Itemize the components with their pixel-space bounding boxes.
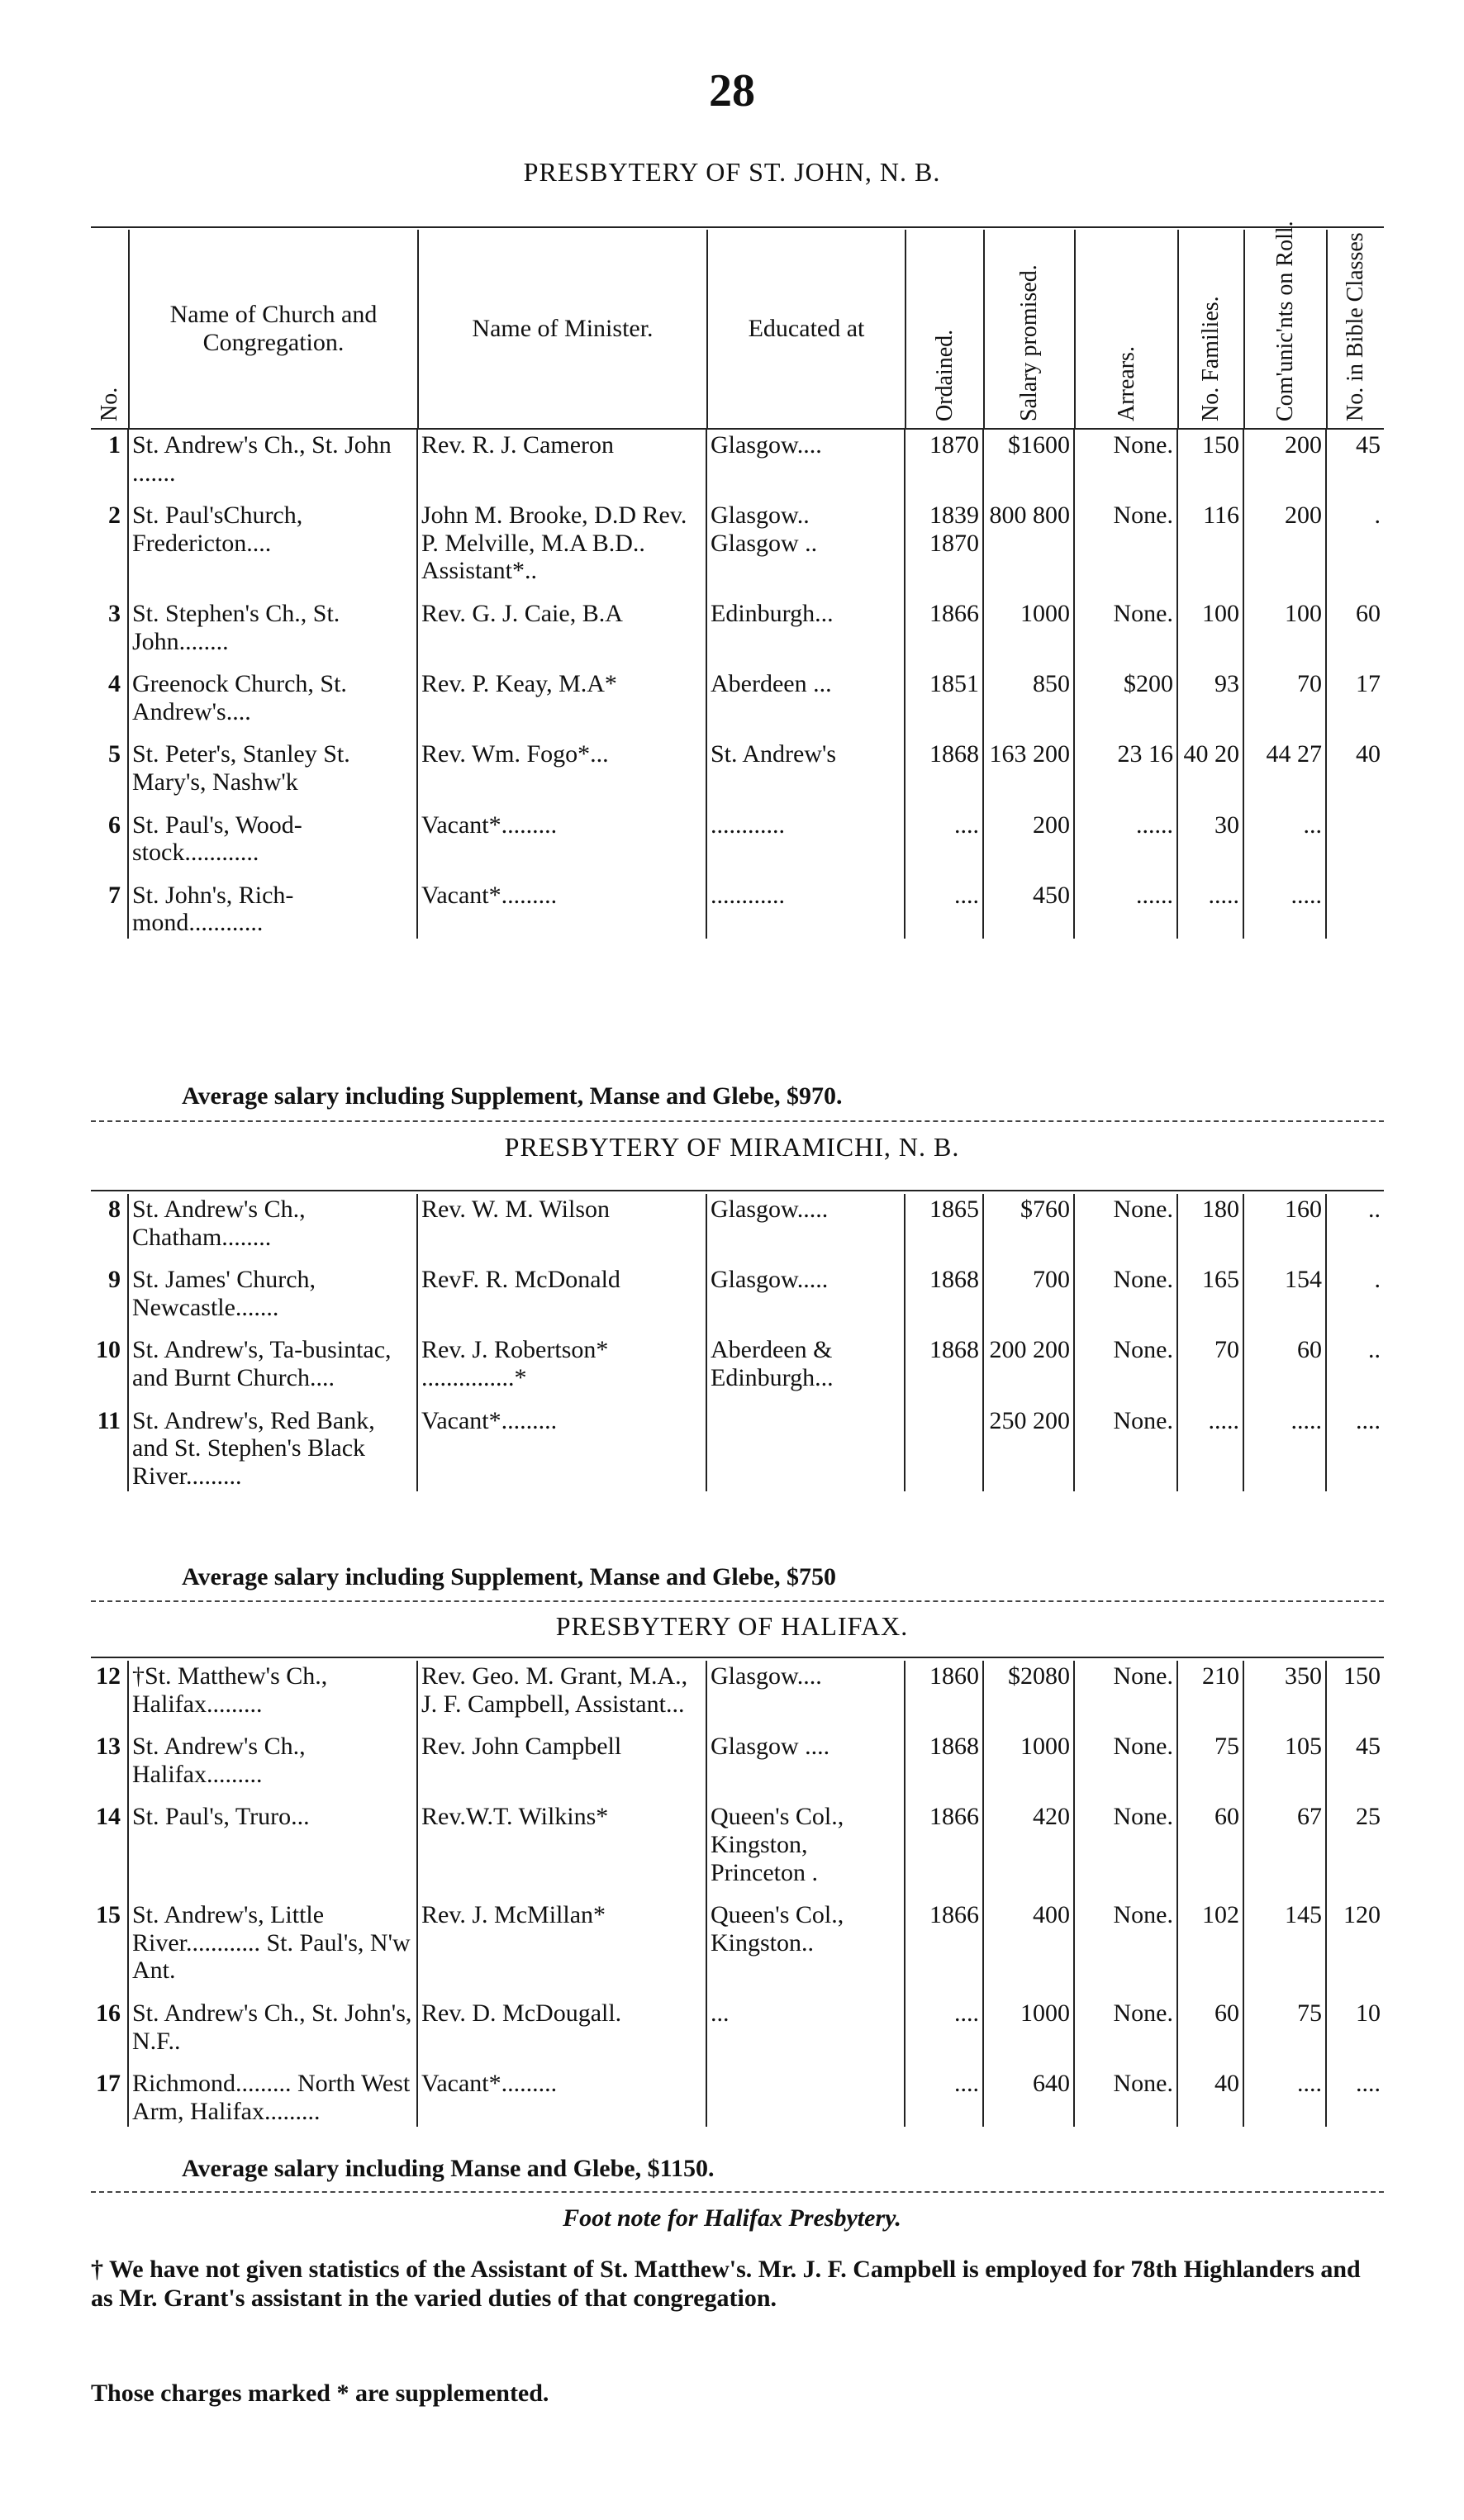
cell-church: Greenock Church, St. Andrew's.... xyxy=(128,657,417,727)
cell-communicants: 200 xyxy=(1243,430,1326,488)
cell-arrears: None. xyxy=(1074,1986,1177,2056)
cell-salary: 640 xyxy=(983,2056,1074,2127)
cell-arrears: None. xyxy=(1074,1719,1177,1790)
cell-bible: . xyxy=(1326,1253,1384,1323)
table-row xyxy=(91,1253,1384,1323)
cell-ordained: 1868 xyxy=(905,1323,983,1393)
cell-salary: 400 xyxy=(983,1888,1074,1986)
table-st-john xyxy=(91,430,1384,939)
cell-bible: .... xyxy=(1326,1394,1384,1492)
cell-educated: Aberdeen ... xyxy=(706,657,905,727)
cell-church: St. Andrew's Ch., Chatham........ xyxy=(128,1194,417,1253)
cell-families: 30 xyxy=(1177,798,1243,868)
cell-no: 3 xyxy=(108,599,121,627)
table-row xyxy=(91,430,1384,488)
cell-communicants: 145 xyxy=(1243,1888,1326,1986)
cell-ordained: 1866 xyxy=(905,1888,983,1986)
cell-ordained: 1870 xyxy=(905,430,983,488)
cell-church: St. Paul's, Truro... xyxy=(128,1790,417,1888)
table-row xyxy=(91,798,1384,868)
cell-church: St. Peter's, Stanley St. Mary's, Nashw'k xyxy=(128,727,417,797)
cell-minister: Rev. Wm. Fogo*... xyxy=(417,727,706,797)
cell-salary: 1000 xyxy=(983,1986,1074,2056)
cell-ordained xyxy=(905,1394,983,1492)
cell-salary: 420 xyxy=(983,1790,1074,1888)
cell-arrears: None. xyxy=(1074,2056,1177,2127)
cell-church: St. Andrew's Ch., St. John ....... xyxy=(128,430,417,488)
table-row xyxy=(91,1790,1384,1888)
table-miramichi xyxy=(91,1194,1384,1491)
header-ordained: Ordained. xyxy=(905,230,983,428)
cell-bible: 10 xyxy=(1326,1986,1384,2056)
cell-communicants: .... xyxy=(1243,2056,1326,2127)
cell-educated: Aberdeen & Edinburgh... xyxy=(706,1323,905,1393)
cell-arrears: None. xyxy=(1074,1661,1177,1719)
cell-no: 4 xyxy=(108,670,121,698)
header-top-rule xyxy=(91,226,1384,228)
cell-no: 8 xyxy=(108,1196,121,1223)
cell-communicants: ..... xyxy=(1243,868,1326,939)
cell-minister: Rev. J. Robertson* ...............* xyxy=(417,1323,706,1393)
cell-families: 93 xyxy=(1177,657,1243,727)
cell-educated: ............ xyxy=(706,868,905,939)
cell-minister: Rev. John Campbell xyxy=(417,1719,706,1790)
cell-communicants: 350 xyxy=(1243,1661,1326,1719)
table-row xyxy=(91,868,1384,939)
cell-church: †St. Matthew's Ch., Halifax......... xyxy=(128,1661,417,1719)
cell-communicants: 75 xyxy=(1243,1986,1326,2056)
cell-arrears: None. xyxy=(1074,1253,1177,1323)
cell-educated: Glasgow..... xyxy=(706,1253,905,1323)
cell-bible: 60 xyxy=(1326,587,1384,657)
cell-church: St. Paul'sChurch, Fredericton.... xyxy=(128,488,417,587)
cell-families: 116 xyxy=(1177,488,1243,587)
cell-no: 12 xyxy=(96,1662,121,1690)
header-bible: No. in Bible Classes xyxy=(1326,230,1384,428)
cell-arrears: $200 xyxy=(1074,657,1177,727)
cell-no: 17 xyxy=(96,2070,121,2098)
cell-ordained: .... xyxy=(905,1986,983,2056)
table-row xyxy=(91,1888,1384,1986)
cell-educated: Glasgow.... xyxy=(706,1661,905,1719)
cell-educated: Glasgow..... xyxy=(706,1194,905,1253)
cell-communicants: 105 xyxy=(1243,1719,1326,1790)
cell-educated: ... xyxy=(706,1986,905,2056)
cell-church: St. Andrew's, Little River............ St. Paul's, N'w Ant. xyxy=(128,1888,417,1986)
cell-bible: 120 xyxy=(1326,1888,1384,1986)
cell-families: 180 xyxy=(1177,1194,1243,1253)
cell-bible: .... xyxy=(1326,2056,1384,2127)
cell-church: St. Stephen's Ch., St. John........ xyxy=(128,587,417,657)
cell-church: St. James' Church, Newcastle....... xyxy=(128,1253,417,1323)
cell-bible: . xyxy=(1326,488,1384,587)
cell-ordained: 1860 xyxy=(905,1661,983,1719)
table-row xyxy=(91,1986,1384,2056)
cell-arrears: None. xyxy=(1074,430,1177,488)
table-row xyxy=(91,657,1384,727)
cell-communicants: 160 xyxy=(1243,1194,1326,1253)
table-row xyxy=(91,1323,1384,1393)
cell-bible: .. xyxy=(1326,1323,1384,1393)
header-no: No. xyxy=(96,387,122,421)
cell-salary: 700 xyxy=(983,1253,1074,1323)
cell-families: 40 20 xyxy=(1177,727,1243,797)
header-communicants: Com'unic'nts on Roll. xyxy=(1243,230,1326,428)
cell-minister: Rev.W.T. Wilkins* xyxy=(417,1790,706,1888)
cell-arrears: None. xyxy=(1074,1790,1177,1888)
section-rule xyxy=(91,1190,1384,1191)
cell-educated: Glasgow.... xyxy=(706,430,905,488)
cell-salary: 1000 xyxy=(983,587,1074,657)
cell-ordained: .... xyxy=(905,2056,983,2127)
cell-educated: ............ xyxy=(706,798,905,868)
cell-no: 13 xyxy=(96,1733,121,1761)
cell-no: 1 xyxy=(108,431,121,459)
cell-no: 5 xyxy=(108,740,121,768)
cell-ordained: 1868 xyxy=(905,1719,983,1790)
cell-minister: Rev. R. J. Cameron xyxy=(417,430,706,488)
average-salary-halifax: Average salary including Manse and Glebe, $1150. xyxy=(182,2155,715,2182)
cell-minister: John M. Brooke, D.D Rev. P. Melville, M.A B.D.. Assistant*.. xyxy=(417,488,706,587)
cell-minister: Rev. W. M. Wilson xyxy=(417,1194,706,1253)
cell-educated: Queen's Col., Kingston.. xyxy=(706,1888,905,1986)
cell-church: Richmond......... North West Arm, Halifax......... xyxy=(128,2056,417,2127)
cell-educated: Queen's Col., Kingston, Princeton . xyxy=(706,1790,905,1888)
cell-bible: 150 xyxy=(1326,1661,1384,1719)
cell-minister: Rev. J. McMillan* xyxy=(417,1888,706,1986)
header-church: Name of Church and Congregation. xyxy=(128,230,417,428)
cell-educated: Edinburgh... xyxy=(706,587,905,657)
cell-minister: Vacant*......... xyxy=(417,798,706,868)
cell-salary: $2080 xyxy=(983,1661,1074,1719)
cell-no: 15 xyxy=(96,1901,121,1929)
cell-families: 165 xyxy=(1177,1253,1243,1323)
footnote-supplemented: Those charges marked * are supplemented. xyxy=(91,2380,549,2407)
cell-ordained: 1868 xyxy=(905,727,983,797)
cell-salary: 200 xyxy=(983,798,1074,868)
section-title-miramichi: PRESBYTERY OF MIRAMICHI, N. B. xyxy=(504,1132,960,1162)
cell-church: St. Andrew's, Ta-busintac, and Burnt Church.... xyxy=(128,1323,417,1393)
cell-church: St. Andrew's Ch., St. John's, N.F.. xyxy=(128,1986,417,2056)
cell-families: ..... xyxy=(1177,1394,1243,1492)
cell-salary: $760 xyxy=(983,1194,1074,1253)
cell-educated xyxy=(706,2056,905,2127)
cell-salary: 1000 xyxy=(983,1719,1074,1790)
cell-no: 10 xyxy=(96,1336,121,1364)
cell-families: 40 xyxy=(1177,2056,1243,2127)
cell-ordained: 1866 xyxy=(905,1790,983,1888)
table-row xyxy=(91,488,1384,587)
cell-families: 100 xyxy=(1177,587,1243,657)
cell-no: 14 xyxy=(96,1803,121,1831)
cell-salary: $1600 xyxy=(983,430,1074,488)
table-row xyxy=(91,727,1384,797)
table-row xyxy=(91,1719,1384,1790)
cell-families: 102 xyxy=(1177,1888,1243,1986)
cell-minister: Rev. G. J. Caie, B.A xyxy=(417,587,706,657)
cell-bible xyxy=(1326,868,1384,939)
header-educated: Educated at xyxy=(706,230,905,428)
section-title-st-john: PRESBYTERY OF ST. JOHN, N. B. xyxy=(523,157,941,187)
cell-families: 75 xyxy=(1177,1719,1243,1790)
footnote-dagger: † We have not given statistics of the Assistant of St. Matthew's. Mr. J. F. Campbell is employed for 78th Highlanders and as Mr. Grant's assistant in the varied duties of that congregation. xyxy=(91,2256,1361,2312)
cell-educated xyxy=(706,1394,905,1492)
table-row xyxy=(91,587,1384,657)
cell-no: 2 xyxy=(108,502,121,530)
cell-bible: .. xyxy=(1326,1194,1384,1253)
table-row xyxy=(91,2056,1384,2127)
cell-salary: 450 xyxy=(983,868,1074,939)
cell-minister: Rev. P. Keay, M.A* xyxy=(417,657,706,727)
cell-minister: Vacant*......... xyxy=(417,868,706,939)
cell-bible xyxy=(1326,798,1384,868)
footnote-title: Foot note for Halifax Presbytery. xyxy=(563,2204,901,2232)
cell-bible: 40 xyxy=(1326,727,1384,797)
cell-ordained: .... xyxy=(905,798,983,868)
cell-ordained: 1868 xyxy=(905,1253,983,1323)
cell-arrears: 23 16 xyxy=(1074,727,1177,797)
cell-salary: 250 200 xyxy=(983,1394,1074,1492)
cell-communicants: 70 xyxy=(1243,657,1326,727)
cell-arrears: ...... xyxy=(1074,868,1177,939)
cell-families: 210 xyxy=(1177,1661,1243,1719)
cell-families: 150 xyxy=(1177,430,1243,488)
section-title-halifax: PRESBYTERY OF HALIFAX. xyxy=(555,1611,909,1641)
cell-communicants: 200 xyxy=(1243,488,1326,587)
cell-communicants: ..... xyxy=(1243,1394,1326,1492)
section-divider xyxy=(91,2191,1384,2193)
section-divider xyxy=(91,1600,1384,1602)
cell-communicants: ... xyxy=(1243,798,1326,868)
cell-church: St. Andrew's, Red Bank, and St. Stephen's Black River......... xyxy=(128,1394,417,1492)
cell-ordained: 1866 xyxy=(905,587,983,657)
cell-bible: 45 xyxy=(1326,1719,1384,1790)
cell-ordained: 1865 xyxy=(905,1194,983,1253)
cell-communicants: 154 xyxy=(1243,1253,1326,1323)
page-number: 28 xyxy=(709,65,755,116)
cell-ordained: 1851 xyxy=(905,657,983,727)
cell-salary: 200 200 xyxy=(983,1323,1074,1393)
cell-minister: Vacant*......... xyxy=(417,1394,706,1492)
cell-salary: 163 200 xyxy=(983,727,1074,797)
cell-communicants: 67 xyxy=(1243,1790,1326,1888)
cell-no: 11 xyxy=(97,1406,121,1434)
cell-arrears: None. xyxy=(1074,1194,1177,1253)
cell-arrears: None. xyxy=(1074,1323,1177,1393)
cell-no: 6 xyxy=(108,811,121,839)
table-row xyxy=(91,1394,1384,1492)
table-halifax xyxy=(91,1661,1384,2127)
cell-arrears: None. xyxy=(1074,587,1177,657)
cell-salary: 850 xyxy=(983,657,1074,727)
cell-minister: Rev. Geo. M. Grant, M.A., J. F. Campbell, Assistant... xyxy=(417,1661,706,1719)
table-row xyxy=(91,1194,1384,1253)
table-header xyxy=(91,221,1384,428)
cell-bible: 17 xyxy=(1326,657,1384,727)
cell-salary: 800 800 xyxy=(983,488,1074,587)
cell-church: St. John's, Rich-mond............ xyxy=(128,868,417,939)
cell-educated: Glasgow .... xyxy=(706,1719,905,1790)
header-families: No. Families. xyxy=(1177,230,1243,428)
cell-minister: Vacant*......... xyxy=(417,2056,706,2127)
cell-bible: 25 xyxy=(1326,1790,1384,1888)
cell-no: 7 xyxy=(108,881,121,909)
header-arrears: Arrears. xyxy=(1074,230,1177,428)
cell-communicants: 44 27 xyxy=(1243,727,1326,797)
cell-families: 70 xyxy=(1177,1323,1243,1393)
cell-bible: 45 xyxy=(1326,430,1384,488)
average-salary-miramichi: Average salary including Supplement, Manse and Glebe, $750 xyxy=(182,1563,836,1590)
cell-communicants: 100 xyxy=(1243,587,1326,657)
header-salary: Salary promised. xyxy=(983,230,1074,428)
cell-ordained: 1839 1870 xyxy=(905,488,983,587)
section-divider xyxy=(91,1120,1384,1122)
table-row xyxy=(91,1661,1384,1719)
cell-no: 9 xyxy=(108,1266,121,1294)
cell-church: St. Paul's, Wood-stock............ xyxy=(128,798,417,868)
section-rule xyxy=(91,1657,1384,1658)
cell-ordained: .... xyxy=(905,868,983,939)
cell-minister: RevF. R. McDonald xyxy=(417,1253,706,1323)
cell-educated: St. Andrew's xyxy=(706,727,905,797)
cell-minister: Rev. D. McDougall. xyxy=(417,1986,706,2056)
header-minister: Name of Minister. xyxy=(417,230,706,428)
cell-families: ..... xyxy=(1177,868,1243,939)
cell-educated: Glasgow.. Glasgow .. xyxy=(706,488,905,587)
cell-arrears: None. xyxy=(1074,1394,1177,1492)
cell-communicants: 60 xyxy=(1243,1323,1326,1393)
cell-arrears: ...... xyxy=(1074,798,1177,868)
cell-arrears: None. xyxy=(1074,1888,1177,1986)
cell-arrears: None. xyxy=(1074,488,1177,587)
cell-families: 60 xyxy=(1177,1790,1243,1888)
cell-no: 16 xyxy=(96,1999,121,2027)
cell-families: 60 xyxy=(1177,1986,1243,2056)
average-salary-st-john: Average salary including Supplement, Manse and Glebe, $970. xyxy=(182,1082,843,1110)
cell-church: St. Andrew's Ch., Halifax......... xyxy=(128,1719,417,1790)
